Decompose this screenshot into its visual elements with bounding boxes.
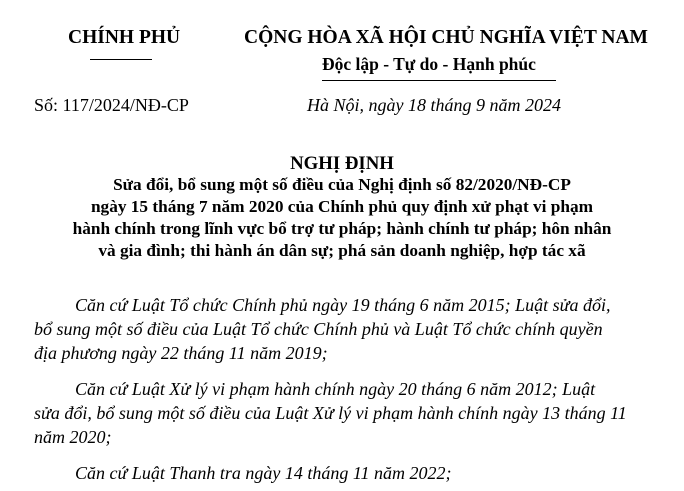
legal-basis-line: sửa đổi, bổ sung một số điều của Luật Xử lý vi phạm hành chính ngày 13 tháng 11 (34, 403, 627, 423)
motto-underline (322, 80, 556, 81)
document-title-line: Sửa đổi, bổ sung một số điều của Nghị định số 82/2020/NĐ-CP (113, 175, 571, 194)
national-title: CỘNG HÒA XÃ HỘI CHỦ NGHĨA VIỆT NAM (244, 27, 648, 48)
legal-basis-line: năm 2020; (34, 427, 112, 447)
document-title-line: hành chính trong lĩnh vực bổ trợ tư pháp; hành chính tư pháp; hôn nhân (72, 219, 612, 238)
place-and-date: Hà Nội, ngày 18 tháng 9 năm 2024 (307, 95, 561, 115)
agency-underline (90, 59, 152, 60)
document-title-line: và gia đình; thi hành án dân sự; phá sản doanh nghiệp, hợp tác xã (98, 241, 586, 260)
legal-basis-line: Căn cứ Luật Xử lý vi phạm hành chính ngày 20 tháng 6 năm 2012; Luật (75, 379, 596, 399)
issuing-agency: CHÍNH PHỦ (68, 27, 181, 48)
national-motto: Độc lập - Tự do - Hạnh phúc (322, 54, 536, 74)
legal-basis-line: Căn cứ Luật Tổ chức Chính phủ ngày 19 tháng 6 năm 2015; Luật sửa đổi, (75, 295, 611, 315)
legal-basis-line: địa phương ngày 22 tháng 11 năm 2019; (34, 343, 328, 363)
legal-basis-line: bổ sung một số điều của Luật Tổ chức Chính phủ và Luật Tổ chức chính quyền (34, 319, 603, 339)
document-number: Số: 117/2024/NĐ-CP (34, 95, 189, 115)
document-type: NGHỊ ĐỊNH (290, 153, 394, 174)
legal-basis-line: Căn cứ Luật Thanh tra ngày 14 tháng 11 năm 2022; (75, 463, 452, 483)
document-title-line: ngày 15 tháng 7 năm 2020 của Chính phủ quy định xử phạt vi phạm (90, 197, 594, 216)
